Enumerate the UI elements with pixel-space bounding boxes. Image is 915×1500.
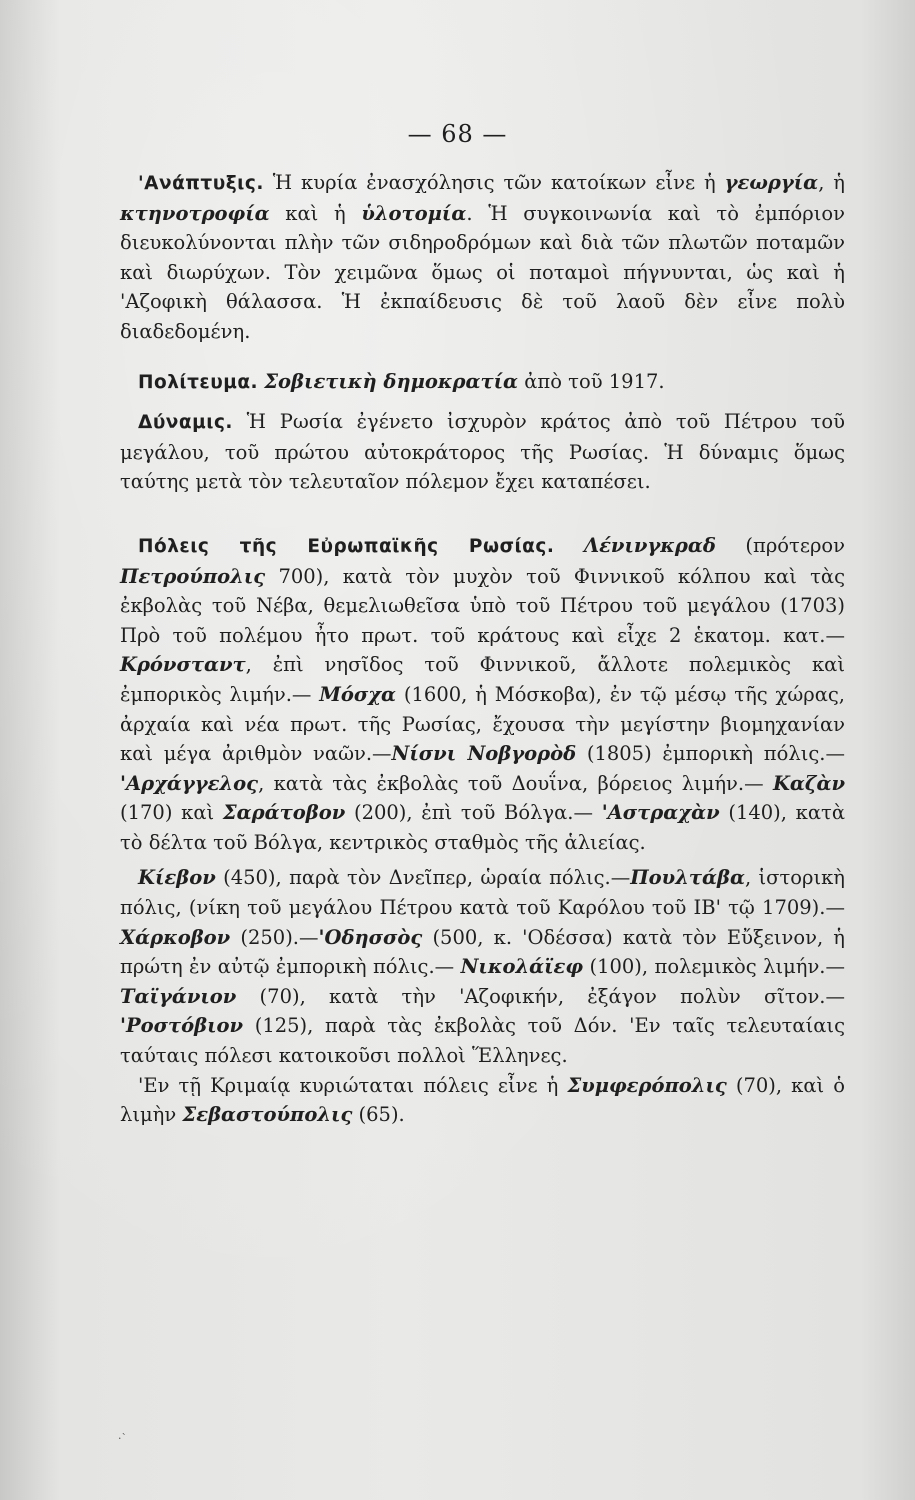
- ink-speck: ·՝: [118, 1432, 126, 1445]
- paragraph-kievon: [120, 863, 845, 1070]
- city-name: 'Αρχάγγελος: [120, 771, 259, 795]
- text-span: (70), καὶ ὁ λιμὴν: [120, 1073, 845, 1127]
- paragraph-politeuma: [120, 367, 845, 398]
- text-span: (1805) ἐμπορικὴ πόλις.—: [576, 742, 845, 766]
- city-name: Καζὰν: [772, 771, 845, 795]
- section-heading-anaptyxis: 'Ανάπτυξις.: [138, 173, 264, 194]
- emphasis-term: Σοβιετικὴ δημοκρατία: [264, 369, 519, 393]
- text-span: , ἱστορικὴ πόλις, (νίκη τοῦ μεγάλου Πέτρου κατὰ τοῦ Καρόλου τοῦ ΙΒ' τῷ 1709).—: [120, 866, 845, 920]
- city-name: Νίσνι Νοβγορὸδ: [391, 742, 577, 766]
- city-name: Κρόνσταντ: [120, 653, 246, 677]
- text-span: καὶ ἡ: [269, 201, 362, 225]
- city-name: Ταϊγάνιον: [120, 984, 237, 1008]
- emphasis-term: κτηνοτροφία: [120, 201, 270, 225]
- text-span: Ἡ Ρωσία ἐγένετο ἰσχυρὸν κράτος ἀπὸ τοῦ Πέτρου τοῦ μεγάλου, τοῦ πρώτου αὐτοκράτορος τῆς Ρωσίας. Ἡ δύναμις ὅμως ταύτης μετὰ τὸν τελευταῖον πόλεμον ἔχει καταπέσει.: [120, 410, 845, 494]
- text-span: (250).—: [230, 925, 319, 949]
- city-name: 'Αστραχὰν: [601, 801, 720, 825]
- emphasis-term: ὑλοτομία: [361, 201, 467, 225]
- city-name: Πετρούπολις: [120, 564, 266, 588]
- section-heading-dynamis: Δύναμις.: [138, 412, 233, 434]
- city-name: 'Οδησσὸς: [318, 925, 423, 949]
- text-span: 700), κατὰ τὸν μυχὸν τοῦ Φιννικοῦ κόλπου καὶ τὰς ἐκβολὰς τοῦ Νέβα, θεμελιωθεῖσα ὑπὸ τοῦ Πέτρου τοῦ μεγάλου (1703) Πρὸ τοῦ πολέμου ἦτο πρωτ. τοῦ κράτους καὶ εἶχε 2 ἑκατομ. κατ.—: [120, 564, 845, 647]
- text-span: (65).: [352, 1103, 405, 1127]
- section-heading-poleis: Πόλεις τῆς Εὐρωπαϊκῆς Ρωσίας.: [138, 535, 555, 557]
- city-name: Νικολάϊεφ: [460, 955, 584, 979]
- paragraph-dynamis: [120, 407, 845, 497]
- paragraph-anaptyxis: [120, 168, 845, 347]
- text-span: (1600, ἡ Μόσκοβα), ἐν τῷ μέσῳ τῆς χώρας, ἀρχαία καὶ νέα πρωτ. τῆς Ρωσίας, ἔχουσα τὴν μεγίστην βιομηχανίαν καὶ μέγα ἀριθμὸν ναῶν.—: [120, 682, 845, 766]
- text-span: (500, κ. 'Οδέσσα) κατὰ τὸν Εὔξεινον, ἡ πρώτη ἐν αὐτῷ ἐμπορικὴ πόλις.—: [120, 925, 845, 979]
- city-name: Λένινγκραδ: [583, 533, 716, 557]
- city-name: Χάρκοβον: [120, 925, 231, 949]
- text-span: (140), κατὰ τὸ δέλτα τοῦ Βόλγα, κεντρικὸς σταθμὸς τῆς ἁλιείας.: [120, 801, 845, 854]
- page-text: [120, 168, 845, 1130]
- text-span: Ἡ κυρία ἐνασχόλησις τῶν κατοίκων εἶνε ἡ: [263, 171, 725, 194]
- text-span: (70), κατὰ τὴν 'Αζοφικήν, ἐξάγον πολὺν σῖτον.—: [236, 984, 845, 1008]
- section-heading-politeuma: Πολίτευμα.: [138, 371, 259, 393]
- text-span: (100), πολεμικὸς λιμήν.—: [583, 955, 846, 979]
- city-name: Κίεβον: [138, 866, 216, 890]
- text-span: 'Εν τῇ Κριμαίᾳ κυριώταται πόλεις εἶνε ἡ: [138, 1073, 568, 1097]
- city-name: 'Ροστόβιον: [120, 1014, 244, 1038]
- text-span: (450), παρὰ τὸν Δνεῖπερ, ὡραία πόλις.—: [215, 866, 631, 890]
- text-span: , ἐπὶ νησῖδος τοῦ Φιννικοῦ, ἄλλοτε πολεμικὸς καὶ ἐμπορικὸς λιμήν.—: [120, 653, 845, 706]
- city-name: Σαράτοβον: [222, 801, 346, 825]
- paragraph-krimaia: [120, 1071, 845, 1130]
- city-name: Συμφερόπολις: [567, 1073, 727, 1097]
- emphasis-term: γεωργία: [724, 171, 819, 194]
- city-name: Σεβαστούπολις: [182, 1103, 353, 1127]
- city-name: Πουλτάβα: [630, 866, 745, 890]
- text-span: (200), ἐπὶ τοῦ Βόλγα.—: [345, 801, 602, 825]
- text-span: , κατὰ τὰς ἐκβολὰς τοῦ Δουΐνα, βόρειος λιμήν.—: [258, 771, 773, 795]
- paragraph-poleis: [120, 531, 845, 858]
- text-span: , ἡ: [818, 171, 845, 194]
- text-span: (170) καὶ: [120, 801, 223, 825]
- text-span: . Ἡ συγκοινωνία καὶ τὸ ἐμπόριον διευκολύνονται πλὴν τῶν σιδηροδρόμων καὶ διὰ τῶν πλωτῶν ποταμῶν καὶ διωρύχων. Τὸν χειμῶνα ὅμως οἱ ποταμοὶ πήγνυνται, ὡς καὶ ἡ 'Αζοφικὴ θάλασσα. Ἡ ἐκπαίδευσις δὲ τοῦ λαοῦ δὲν εἶνε πολὺ διαδεδομένη.: [120, 201, 846, 343]
- text-span: (125), παρὰ τὰς ἐκβολὰς τοῦ Δόν. 'Εν ταῖς τελευταίαις ταύταις πόλεσι κατοικοῦσι πολλοὶ Ἕλληνες.: [120, 1014, 845, 1068]
- text-span: ἀπὸ τοῦ 1917.: [518, 369, 665, 393]
- text-span: (πρότερον: [715, 533, 845, 557]
- city-name: Μόσχα: [319, 682, 397, 706]
- page-number: — 68 —: [407, 120, 508, 148]
